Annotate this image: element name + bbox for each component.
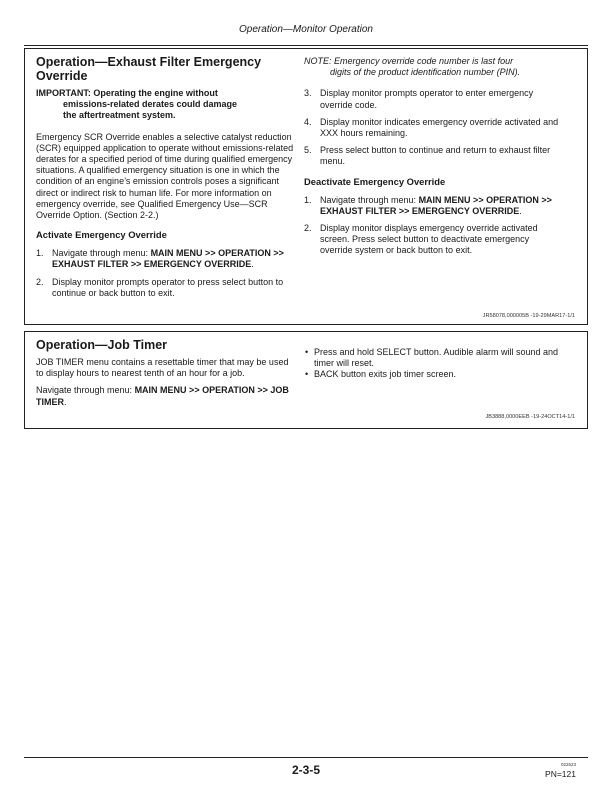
reference-code: JB3888,0000EEB -19-24OCT14-1/1 xyxy=(485,414,575,420)
step-number: 1. xyxy=(304,194,312,205)
activate-step-1 xyxy=(36,248,296,270)
header-rule xyxy=(24,45,588,46)
right-column xyxy=(304,56,564,257)
activate-step-2 xyxy=(36,277,296,299)
step-number: 1. xyxy=(36,248,44,259)
step-punct: . xyxy=(519,205,522,216)
step-number: 5. xyxy=(304,145,312,156)
step-4 xyxy=(304,117,564,139)
important-line-1: Operating the engine without xyxy=(93,88,218,98)
footer-rule xyxy=(24,757,588,758)
left-column xyxy=(36,55,296,299)
important-label: IMPORTANT: xyxy=(36,88,91,98)
deactivate-heading: Deactivate Emergency Override xyxy=(304,175,446,187)
right-column xyxy=(305,347,567,381)
note-line-2: digits of the product identification number (PIN). xyxy=(330,67,521,78)
running-header: Operation—Monitor Operation xyxy=(239,24,373,35)
step-text: Display monitor prompts operator to press select button to continue or back button to exit. xyxy=(52,276,284,298)
body-paragraph: Emergency SCR Override enables a selective catalyst reduction (SCR) equipped application to operate without emissions-related derates for a specified period of time during qualified emergency situations. A qualified emergency situation is one in which the condition of an engine’s emission controls poses a significant direct or indirect risk to human life. For more information on emergency override, see Qualified Emergency Use—SCR Override Option. (Section 2-2.) xyxy=(36,131,294,221)
section-title: Operation—Exhaust Filter Emergency Override xyxy=(36,55,262,83)
note xyxy=(304,56,564,78)
deactivate-step-2 xyxy=(304,223,564,257)
exhaust-filter-section xyxy=(24,48,588,325)
menu-path: MAIN MENU >> OPERATION >> JOB TIMER xyxy=(36,385,289,407)
body-paragraph: JOB TIMER menu contains a resettable timer that may be used to display hours to nearest tenth of an hour for a job. xyxy=(36,357,289,379)
navigate-instruction xyxy=(36,385,298,407)
section-title: Operation—Job Timer xyxy=(36,338,168,352)
step-5 xyxy=(304,145,564,167)
important-notice xyxy=(36,88,296,122)
step-text: Display monitor displays emergency override activated screen. Press select button to deactivate emergency override system or back button to exit. xyxy=(320,223,538,256)
menu-path: MAIN MENU >> OPERATION >> EXHAUST FILTER >> EMERGENCY OVERRIDE xyxy=(52,248,284,270)
important-line-2: emissions-related derates could damage xyxy=(63,99,238,110)
bullet-item xyxy=(305,369,567,380)
step-text: Display monitor prompts operator to enter emergency override code. xyxy=(320,88,534,110)
menu-path: MAIN MENU >> OPERATION >> EXHAUST FILTER >> EMERGENCY OVERRIDE xyxy=(320,194,552,216)
bullet-dot: • xyxy=(305,369,309,380)
note-line-1: NOTE: Emergency override code number is last four xyxy=(304,56,514,66)
step-number: 2. xyxy=(304,223,312,234)
important-line-3: the aftertreatment system. xyxy=(63,110,176,121)
activate-heading: Activate Emergency Override xyxy=(36,229,167,241)
page-number: 2-3-5 xyxy=(291,763,320,777)
bullet-text: Press and hold SELECT button. Audible alarm will sound and timer will reset. xyxy=(314,347,558,369)
pn-number: PN=121 xyxy=(545,769,576,779)
footer-code: 022623 xyxy=(560,762,576,767)
deactivate-step-1 xyxy=(304,195,564,217)
step-number: 2. xyxy=(36,276,44,287)
step-number: 3. xyxy=(304,88,312,99)
step-punct: . xyxy=(251,259,254,270)
step-3 xyxy=(304,88,564,110)
nav-punct: . xyxy=(64,396,67,407)
left-column xyxy=(36,338,298,408)
step-text: Navigate through menu: xyxy=(320,194,419,205)
step-text: Press select button to continue and return to exhaust filter menu. xyxy=(320,145,551,167)
bullet-dot: • xyxy=(305,347,309,357)
job-timer-section xyxy=(24,331,588,429)
step-number: 4. xyxy=(304,116,312,127)
bullet-item xyxy=(305,347,567,369)
reference-code: JR58078,000005B -19-29MAR17-1/1 xyxy=(482,313,575,319)
step-text: Navigate through menu: xyxy=(52,248,151,259)
bullet-text: BACK button exits job timer screen. xyxy=(314,369,457,380)
nav-text: Navigate through menu: xyxy=(36,385,135,396)
step-text: Display monitor indicates emergency override activated and XXX hours remaining. xyxy=(320,116,559,139)
